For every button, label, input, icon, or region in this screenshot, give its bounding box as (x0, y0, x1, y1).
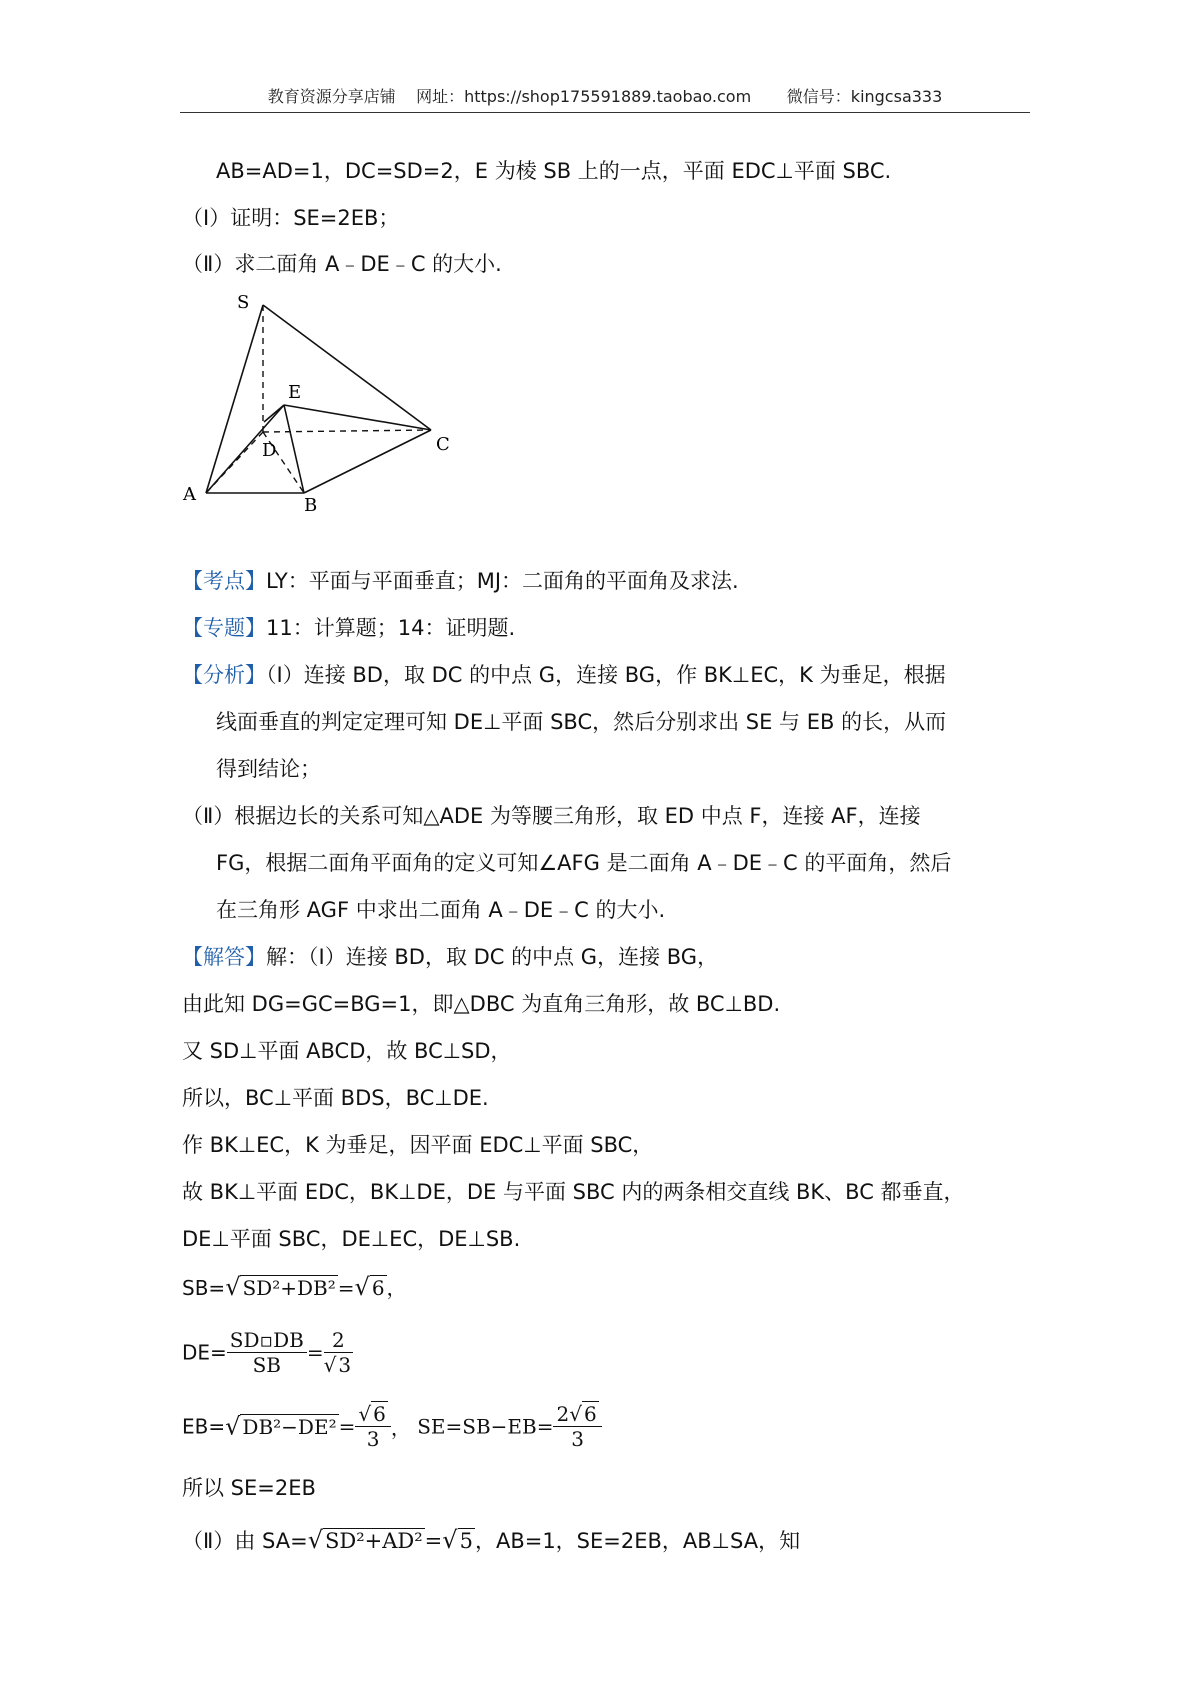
fenxi-line-1: 【分析】（Ⅰ）连接 BD，取 DC 的中点 G，连接 BG，作 BK⊥EC，K 为垂足，根据 (182, 663, 946, 687)
solution-line-8: 所以 SE=2EB (182, 1476, 316, 1500)
label-A: A (183, 484, 196, 505)
fenxi-line-4: （Ⅱ）根据边长的关系可知△ADE 为等腰三角形，取 ED 中点 F，连接 AF，连接 (182, 804, 921, 828)
solution-line-2: 由此知 DG=GC=BG=1，即△DBC 为直角三角形，故 BC⊥BD. (182, 992, 781, 1016)
problem-line-1: AB=AD=1，DC=SD=2，E 为棱 SB 上的一点，平面 EDC⊥平面 SBC. (216, 159, 892, 183)
fenxi-line-5: FG，根据二面角平面角的定义可知∠AFG 是二面角 A﹣DE﹣C 的平面角，然后 (216, 851, 952, 875)
shop-name: 教育资源分享店铺 (267, 87, 396, 106)
jieda-tag: 【解答】 (182, 945, 266, 969)
jieda-line-1: 【解答】解：（Ⅰ）连接 BD，取 DC 的中点 G，连接 BG， (182, 945, 719, 969)
url-label: 网址： (416, 87, 465, 106)
fenxi-line-3: 得到结论； (216, 757, 321, 781)
solution-line-3: 又 SD⊥平面 ABCD，故 BC⊥SD， (182, 1039, 512, 1063)
label-S: S (237, 292, 250, 313)
pyramid-figure (170, 290, 460, 515)
label-D: D (262, 440, 277, 461)
wechat-label: 微信号： (786, 87, 851, 106)
zhuanti-line (182, 614, 515, 642)
label-B: B (304, 495, 318, 515)
label-E: E (288, 382, 302, 403)
de-formula: DE= $\frac{SD▫DB}{SB}$ = $\frac{2}{√ 3}$ (182, 1328, 352, 1377)
wechat-id: kingcsa333 (850, 87, 943, 106)
solution-line-9: （Ⅱ）由 SA=√SD²+AD²=√5，AB=1，SE=2EB，AB⊥SA，知 (182, 1526, 801, 1554)
problem-part-2: （Ⅱ）求二面角 A﹣DE﹣C 的大小. (182, 252, 502, 276)
fenxi-tag: 【分析】 (182, 663, 266, 687)
solution-line-5: 作 BK⊥EC，K 为垂足，因平面 EDC⊥平面 SBC， (182, 1133, 654, 1157)
label-C: C (436, 434, 450, 455)
page-header (182, 84, 1028, 107)
kaodian-tag: 【考点】 (182, 569, 266, 593)
fenxi-line-6: 在三角形 AGF 中求出二面角 A﹣DE﹣C 的大小. (216, 898, 666, 922)
solution-line-7: DE⊥平面 SBC，DE⊥EC，DE⊥SB. (182, 1227, 521, 1251)
kaodian-line (182, 567, 739, 595)
eb-formula: EB=√ DB²−DE² = $\frac{√ 6}{3}$ ， SE=SB−EB= $\frac{2√ 6}{3}$ (182, 1402, 602, 1451)
shop-url[interactable]: https://shop175591889.taobao.com (464, 87, 752, 106)
solution-line-6: 故 BK⊥平面 EDC，BK⊥DE，DE 与平面 SBC 内的两条相交直线 BK、BC 都垂直， (182, 1180, 965, 1204)
kaodian-text: LY：平面与平面垂直；MJ：二面角的平面角及求法. (266, 569, 739, 593)
sb-formula: SB=√ SD²+DB² =√ 6 ， (182, 1273, 407, 1301)
solution-line-4: 所以，BC⊥平面 BDS，BC⊥DE. (182, 1086, 489, 1110)
header-divider (180, 112, 1030, 113)
fenxi-line-2: 线面垂直的判定定理可知 DE⊥平面 SBC，然后分别求出 SE 与 EB 的长，从而 (216, 710, 947, 734)
zhuanti-tag: 【专题】 (182, 616, 266, 640)
zhuanti-text: 11：计算题；14：证明题. (266, 616, 516, 640)
problem-part-1: （Ⅰ）证明：SE=2EB； (182, 206, 400, 230)
